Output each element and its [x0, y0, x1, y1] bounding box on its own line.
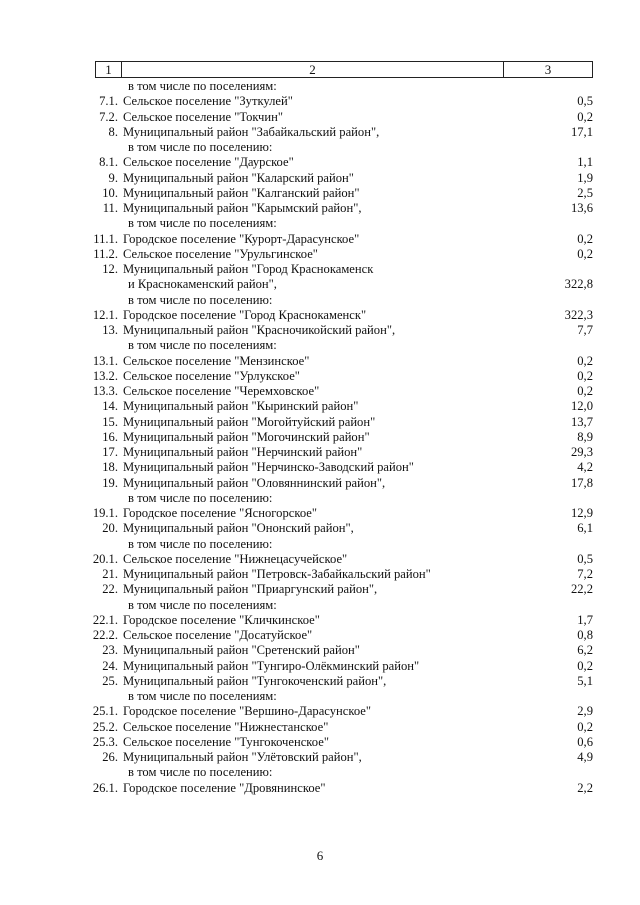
- row-text: Муниципальный район "Улётовский район",: [123, 750, 362, 764]
- row-number: 26.: [102, 750, 118, 764]
- row-number: 25.: [102, 673, 118, 688]
- row-value: 1,9: [577, 170, 593, 185]
- table-row: [0, 659, 640, 674]
- row-number: 20.1.: [92, 551, 118, 566]
- row-text: Муниципальный район "Город Краснокаменск: [123, 262, 374, 276]
- row-text: Муниципальный район "Могойтуйский район": [123, 414, 376, 429]
- row-value: 8,9: [577, 429, 593, 444]
- row-text: Сельское поселение "Мензинское": [123, 353, 310, 368]
- row-text: Сельское поселение "Даурское": [123, 155, 294, 170]
- row-value: 0,2: [577, 658, 593, 673]
- row-text: в том числе по поселениям:: [128, 338, 277, 353]
- table-row: [0, 750, 640, 765]
- table-row: [0, 415, 640, 430]
- row-number: 8.1.: [99, 155, 118, 170]
- table-row: [0, 445, 640, 460]
- row-number: 7.2.: [99, 109, 118, 124]
- table-row: [0, 582, 640, 597]
- row-value: 0,2: [577, 384, 593, 398]
- row-text: Городское поселение "Ясногорское": [123, 506, 318, 520]
- row-text: Сельское поселение "Урлукское": [123, 368, 300, 383]
- row-value: 7,2: [577, 567, 593, 581]
- table-row: [0, 369, 640, 384]
- table-row: [0, 506, 640, 521]
- row-text: Муниципальный район "Калганский район": [123, 185, 360, 200]
- row-text: Муниципальный район "Петровск-Забайкальский район": [123, 567, 431, 581]
- table-row: [0, 689, 640, 704]
- table-row: [0, 338, 640, 353]
- row-number: 14.: [102, 399, 118, 414]
- row-value: 29,3: [570, 445, 593, 459]
- row-value: 7,7: [577, 323, 593, 337]
- row-text: Сельское поселение "Зуткулей": [123, 94, 293, 109]
- table-row: [0, 735, 640, 750]
- table-header-row: [95, 61, 593, 78]
- table-row: [0, 399, 640, 414]
- row-value: 0,2: [577, 353, 593, 368]
- row-number: 21.: [102, 567, 118, 581]
- row-value: 4,9: [577, 750, 593, 764]
- row-number: 25.2.: [92, 719, 118, 734]
- row-number: 9.: [108, 170, 118, 185]
- row-value: 0,5: [577, 94, 593, 109]
- row-value: 0,2: [577, 231, 593, 246]
- table-row: [0, 460, 640, 475]
- table-row: [0, 552, 640, 567]
- header-col-3: 3: [544, 62, 552, 77]
- row-text: Муниципальный район "Каларский район": [123, 170, 354, 185]
- row-number: 25.3.: [92, 734, 118, 749]
- row-value: 6,1: [577, 521, 593, 536]
- row-number: 12.1.: [92, 307, 118, 322]
- row-text: в том числе по поселениям:: [128, 597, 277, 612]
- row-value: 0,6: [577, 734, 593, 749]
- table-row: [0, 293, 640, 308]
- row-number: 8.: [108, 124, 118, 139]
- table-row: [0, 674, 640, 689]
- table-row: [0, 232, 640, 247]
- table-row: [0, 720, 640, 735]
- table-row: [0, 354, 640, 369]
- row-number: 22.1.: [92, 612, 118, 627]
- table-row: [0, 430, 640, 445]
- table-row: [0, 247, 640, 262]
- row-text: Городское поселение "Курорт-Дарасунское": [123, 231, 360, 246]
- row-number: 12.: [102, 262, 118, 276]
- row-text: Сельское поселение "Досатуйское": [123, 628, 313, 642]
- row-value: 0,2: [577, 719, 593, 734]
- table-row: [0, 781, 640, 796]
- row-text: Городское поселение "Дровянинское": [123, 780, 326, 795]
- table-row: [0, 613, 640, 628]
- table-row: [0, 171, 640, 186]
- row-number: 25.1.: [92, 704, 118, 719]
- row-text: Городское поселение "Город Краснокаменск": [123, 307, 367, 322]
- table-body: [0, 79, 640, 796]
- table-row: [0, 155, 640, 170]
- row-number: 13.: [102, 323, 118, 337]
- row-number: 19.1.: [92, 506, 118, 520]
- row-value: 1,7: [577, 612, 593, 627]
- row-value: 0,8: [577, 628, 593, 642]
- row-text: в том числе по поселениям:: [128, 79, 277, 93]
- table-row: [0, 476, 640, 491]
- row-value: 0,2: [577, 246, 593, 261]
- table-row: [0, 384, 640, 399]
- row-value: 4,2: [577, 460, 593, 475]
- page-number: 6: [316, 848, 324, 863]
- row-number: 11.1.: [93, 231, 118, 246]
- row-number: 11.: [102, 201, 118, 215]
- row-value: 13,6: [570, 201, 593, 215]
- row-text: Муниципальный район "Забайкальский район",: [123, 124, 380, 139]
- row-number: 22.2.: [92, 628, 118, 642]
- row-number: 22.: [102, 582, 118, 597]
- table-row: [0, 628, 640, 643]
- row-number: 13.2.: [92, 368, 118, 383]
- row-text: и Краснокаменский район",: [128, 277, 277, 292]
- row-number: 24.: [102, 658, 118, 673]
- row-text: Муниципальный район "Тунгиро-Олёкминский район": [123, 658, 420, 673]
- row-value: 12,9: [570, 506, 593, 520]
- header-col-2: 2: [122, 62, 504, 77]
- row-text: Муниципальный район "Карымский район",: [123, 201, 362, 215]
- row-number: 15.: [102, 414, 118, 429]
- row-number: 10.: [102, 185, 118, 200]
- table-row: [0, 491, 640, 506]
- row-text: в том числе по поселению:: [128, 140, 273, 154]
- row-value: 13,7: [570, 414, 593, 429]
- row-text: Муниципальный район "Нерчинский район": [123, 445, 363, 459]
- row-text: Муниципальный район "Красночикойский район",: [123, 323, 396, 337]
- row-number: 23.: [102, 643, 118, 658]
- row-text: в том числе по поселению:: [128, 536, 273, 551]
- row-value: 17,1: [570, 124, 593, 139]
- table-row: [0, 125, 640, 140]
- row-text: Муниципальный район "Ононский район",: [123, 521, 354, 536]
- row-value: 0,2: [577, 109, 593, 124]
- row-value: 322,3: [564, 307, 593, 322]
- table-row: [0, 521, 640, 536]
- row-number: 13.3.: [92, 384, 118, 398]
- row-text: Муниципальный район "Могочинский район": [123, 429, 370, 444]
- row-number: 13.1.: [92, 353, 118, 368]
- row-value: 6,2: [577, 643, 593, 658]
- row-text: Муниципальный район "Оловяннинский район",: [123, 475, 386, 490]
- row-value: 322,8: [564, 277, 593, 292]
- table-row: [0, 765, 640, 780]
- table-row: [0, 277, 640, 292]
- table-row: [0, 216, 640, 231]
- row-value: 12,0: [570, 399, 593, 414]
- row-number: 16.: [102, 429, 118, 444]
- row-number: 26.1.: [92, 780, 118, 795]
- table-row: [0, 262, 640, 277]
- row-text: Муниципальный район "Нерчинско-Заводский район": [123, 460, 414, 475]
- row-value: 0,5: [577, 551, 593, 566]
- table-row: [0, 537, 640, 552]
- row-value: 2,5: [577, 185, 593, 200]
- row-number: 7.1.: [99, 94, 118, 109]
- table-row: [0, 79, 640, 94]
- row-number: 11.2.: [93, 246, 118, 261]
- row-value: 5,1: [577, 673, 593, 688]
- table-row: [0, 643, 640, 658]
- header-col-1: 1: [96, 62, 122, 77]
- row-text: Сельское поселение "Нижнестанское": [123, 719, 329, 734]
- row-value: 0,2: [577, 368, 593, 383]
- table-row: [0, 567, 640, 582]
- row-text: Городское поселение "Вершино-Дарасунское": [123, 704, 372, 719]
- row-number: 20.: [102, 521, 118, 536]
- table-row: [0, 308, 640, 323]
- table-row: [0, 201, 640, 216]
- row-number: 19.: [102, 475, 118, 490]
- table-row: [0, 94, 640, 109]
- table-row: [0, 323, 640, 338]
- row-value: 22,2: [570, 582, 593, 597]
- row-value: 17,8: [570, 475, 593, 490]
- row-value: 1,1: [577, 155, 593, 170]
- table-row: [0, 110, 640, 125]
- table-row: [0, 140, 640, 155]
- row-text: Сельское поселение "Тунгокоченское": [123, 734, 329, 749]
- table-row: [0, 186, 640, 201]
- row-value: 2,2: [577, 780, 593, 795]
- row-text: Муниципальный район "Сретенский район": [123, 643, 360, 658]
- row-text: в том числе по поселению:: [128, 292, 273, 307]
- row-text: Сельское поселение "Урульгинское": [123, 246, 318, 261]
- table-row: [0, 704, 640, 719]
- row-text: Муниципальный район "Приаргунский район",: [123, 582, 378, 597]
- row-text: Сельское поселение "Токчин": [123, 109, 283, 124]
- table-row: [0, 598, 640, 613]
- row-text: в том числе по поселениям:: [128, 216, 277, 231]
- row-number: 17.: [102, 445, 118, 459]
- row-text: в том числе по поселению:: [128, 765, 273, 780]
- row-text: Муниципальный район "Кыринский район": [123, 399, 359, 414]
- row-text: Сельское поселение "Черемховское": [123, 384, 320, 398]
- row-number: 18.: [102, 460, 118, 475]
- row-text: Муниципальный район "Тунгокоченский район",: [123, 673, 387, 688]
- row-text: в том числе по поселениям:: [128, 689, 277, 703]
- row-value: 2,9: [577, 704, 593, 719]
- row-text: Городское поселение "Кличкинское": [123, 612, 320, 627]
- row-text: в том числе по поселению:: [128, 490, 273, 505]
- row-text: Сельское поселение "Нижнецасучейское": [123, 551, 348, 566]
